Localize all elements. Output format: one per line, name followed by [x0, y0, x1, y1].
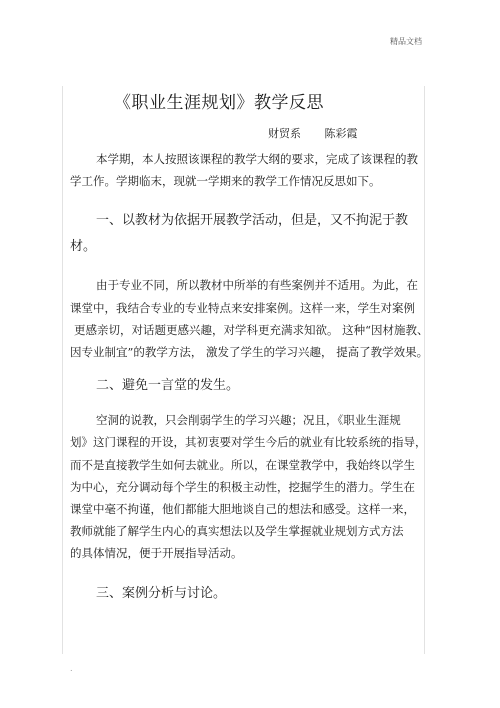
paragraph-line: 教师就能了解学生内心的真实想法以及学生掌握就业规划方式方法	[70, 524, 404, 539]
paragraph-line: 由于专业不同，所以教材中所举的有些案例并不适用。为此，在	[96, 278, 418, 293]
author-line	[268, 125, 358, 141]
section-1-paragraph	[70, 274, 430, 363]
paragraph-line: 更感亲切，对话题更感兴趣，对学科更充满求知欲。 这种“因材施教、	[74, 322, 429, 337]
header-label: 精品文档	[390, 37, 422, 46]
footer-mark: .	[70, 664, 73, 673]
document-title: 《职业生涯规划》教学反思	[114, 93, 324, 113]
heading-line: 一、以教材为依据开展教学活动，但是，又不拘泥于教	[96, 213, 409, 229]
paragraph-line: 为中心，充分调动每个学生的积极主动性，挖掘学生的潜力。学生在	[70, 479, 415, 494]
department: 财贸系	[268, 127, 301, 140]
section-2-heading	[70, 373, 430, 399]
paragraph-line: 空洞的说教，只会削弱学生的学习兴趣；况且，《职业生涯规	[96, 413, 401, 428]
paragraph-line: 本学期，本人按照该课程的教学大纲的要求，完成了该课程的教	[96, 152, 418, 166]
heading-line: 三、案例分析与讨论。	[96, 585, 227, 601]
paragraph-line: 课堂中，我结合专业的专业特点来安排案例。这样一来，学生对案例	[70, 300, 415, 315]
paragraph-line: 而不是直接教学生如何去就业。所以，在课堂教学中，我始终以学生	[70, 457, 415, 472]
section-2-paragraph	[70, 409, 430, 564]
section-1-heading	[70, 208, 430, 260]
page-border-left	[62, 86, 63, 654]
author-name: 陈彩霞	[324, 127, 358, 140]
paragraph-line: 的具体情况，便于开展指导活动。	[70, 546, 243, 561]
paragraph-line: 课堂中毫不拘谨，他们都能大胆地谈自己的想法和感受。这样一来，	[70, 502, 415, 517]
paragraph-line: 学工作。学期临末，现就一学期来的教学工作情况反思如下。	[70, 174, 381, 189]
document-body	[70, 148, 430, 607]
paragraph-line: 划》这门课程的开设，其初衷要对学生今后的就业有比较系统的指导，	[70, 435, 427, 450]
section-3-heading	[70, 581, 430, 607]
heading-line: 二、避免一言堂的发生。	[96, 378, 240, 394]
heading-line: 材。	[70, 239, 97, 255]
intro-paragraph	[70, 148, 430, 192]
paragraph-line: 因专业制宜”的教学方法， 激发了学生的学习兴趣， 提高了教学效果。	[70, 345, 429, 360]
